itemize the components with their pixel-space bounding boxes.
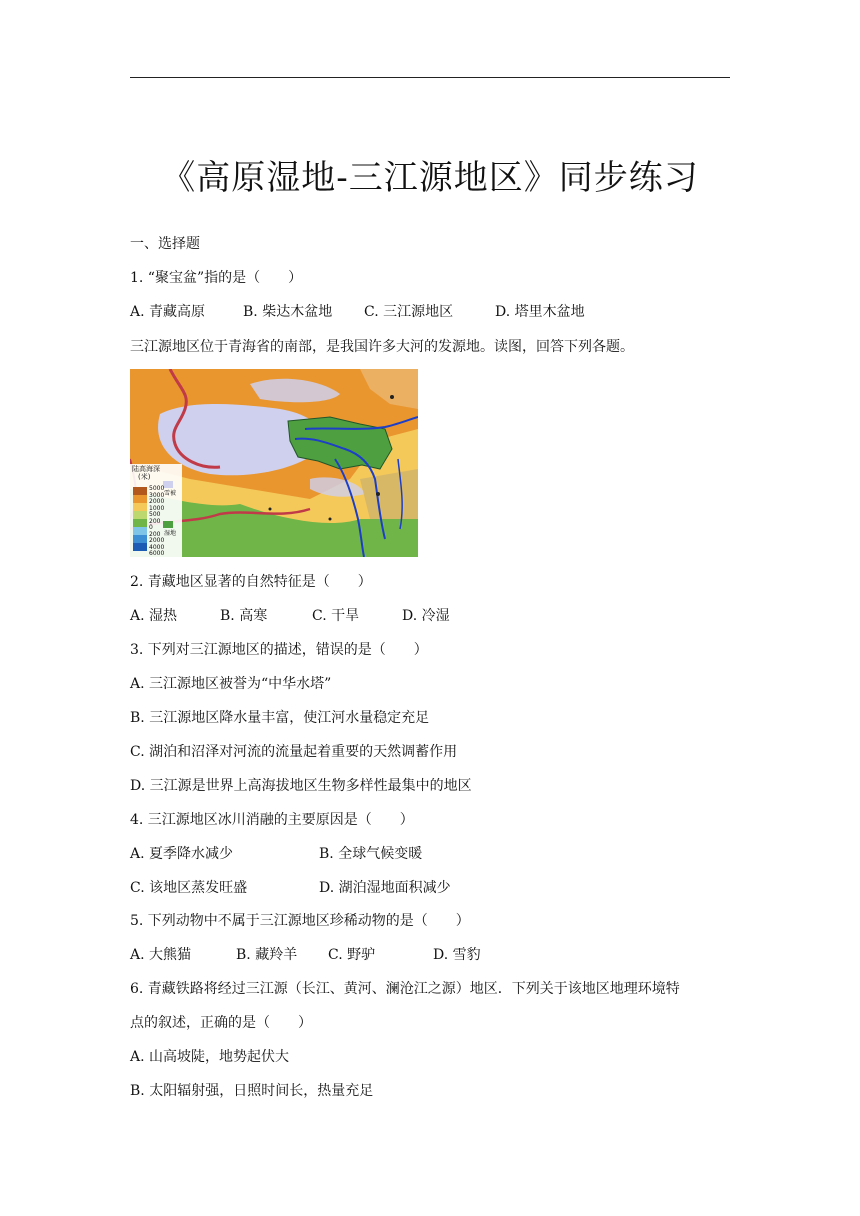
legend-value: 5000 xyxy=(149,485,165,492)
question-6-stem-line1: 6. 青藏铁路将经过三江源（长江、黄河、澜沧江之源）地区．下列关于该地区地理环境特 xyxy=(130,981,680,997)
legend-value: 200 xyxy=(149,517,161,525)
legend-value: 2000 xyxy=(149,537,165,544)
legend-values xyxy=(149,486,164,557)
q5-option-b: B. 藏羚羊 xyxy=(236,947,298,963)
question-2-stem: 2. 青藏地区显著的自然特征是（ ） xyxy=(130,574,372,590)
legend-value: 3000 xyxy=(149,491,165,499)
section-heading: 一、选择题 xyxy=(130,236,200,252)
legend-value: 4000 xyxy=(149,543,165,551)
legend-snow-label: 雪被 xyxy=(164,490,177,497)
page-title: 《高原湿地-三江源地区》同步练习 xyxy=(161,158,699,198)
q6-option-a: A. 山高坡陡，地势起伏大 xyxy=(130,1049,290,1065)
q3-option-b: B. 三江源地区降水量丰富，使江河水量稳定充足 xyxy=(130,710,430,726)
q2-option-b: B. 高寒 xyxy=(220,608,268,624)
question-1-stem: 1. “聚宝盆”指的是（ ） xyxy=(130,270,303,286)
three-rivers-map xyxy=(130,369,418,557)
q4-option-c: C. 该地区蒸发旺盛 xyxy=(130,880,248,896)
q4-option-d: D. 湖泊湿地面积减少 xyxy=(319,880,451,896)
q3-option-a: A. 三江源地区被誉为“中华水塔” xyxy=(130,676,332,692)
q1-option-a: A. 青藏高原 xyxy=(130,304,206,320)
legend-value: 2000 xyxy=(149,498,165,505)
question-3-stem: 3. 下列对三江源地区的描述，错误的是（ ） xyxy=(130,642,428,658)
header-rule xyxy=(130,77,730,78)
q2-option-a: A. 湿热 xyxy=(130,608,178,624)
q1-option-b: B. 柴达木盆地 xyxy=(243,304,333,320)
legend-wetland-label: 湿地 xyxy=(164,530,177,537)
q5-option-a: A. 大熊猫 xyxy=(130,947,192,963)
q3-option-d: D. 三江源是世界上高海拔地区生物多样性最集中的地区 xyxy=(130,778,472,794)
q1-option-c: C. 三江源地区 xyxy=(364,304,454,320)
q5-option-c: C. 野驴 xyxy=(328,947,376,963)
passage-intro: 三江源地区位于青海省的南部，是我国许多大河的发源地。读图，回答下列各题。 xyxy=(130,339,634,355)
map-legend xyxy=(132,465,160,481)
q2-option-d: D. 冷湿 xyxy=(402,608,450,624)
q4-option-a: A. 夏季降水减少 xyxy=(130,846,234,862)
legend-unit: (米) xyxy=(138,473,151,481)
legend-value: 6000 xyxy=(149,550,165,557)
q1-option-d: D. 塔里木盆地 xyxy=(495,304,585,320)
question-6-stem-line2: 点的叙述，正确的是（ ） xyxy=(130,1015,312,1031)
legend-value: 200 xyxy=(149,530,161,538)
q5-option-d: D. 雪豹 xyxy=(433,947,481,963)
q3-option-c: C. 湖泊和沼泽对河流的流量起着重要的天然调蓄作用 xyxy=(130,744,458,760)
legend-value: 500 xyxy=(149,511,161,518)
question-5-stem: 5. 下列动物中不属于三江源地区珍稀动物的是（ ） xyxy=(130,913,470,929)
q6-option-b: B. 太阳辐射强，日照时间长，热量充足 xyxy=(130,1083,374,1099)
legend-value: 0 xyxy=(149,524,153,531)
question-4-stem: 4. 三江源地区冰川消融的主要原因是（ ） xyxy=(130,812,414,828)
q2-option-c: C. 干旱 xyxy=(312,608,360,624)
legend-value: 1000 xyxy=(149,504,165,512)
q4-option-b: B. 全球气候变暖 xyxy=(319,846,423,862)
legend-title: 陆高海深 xyxy=(132,465,160,473)
